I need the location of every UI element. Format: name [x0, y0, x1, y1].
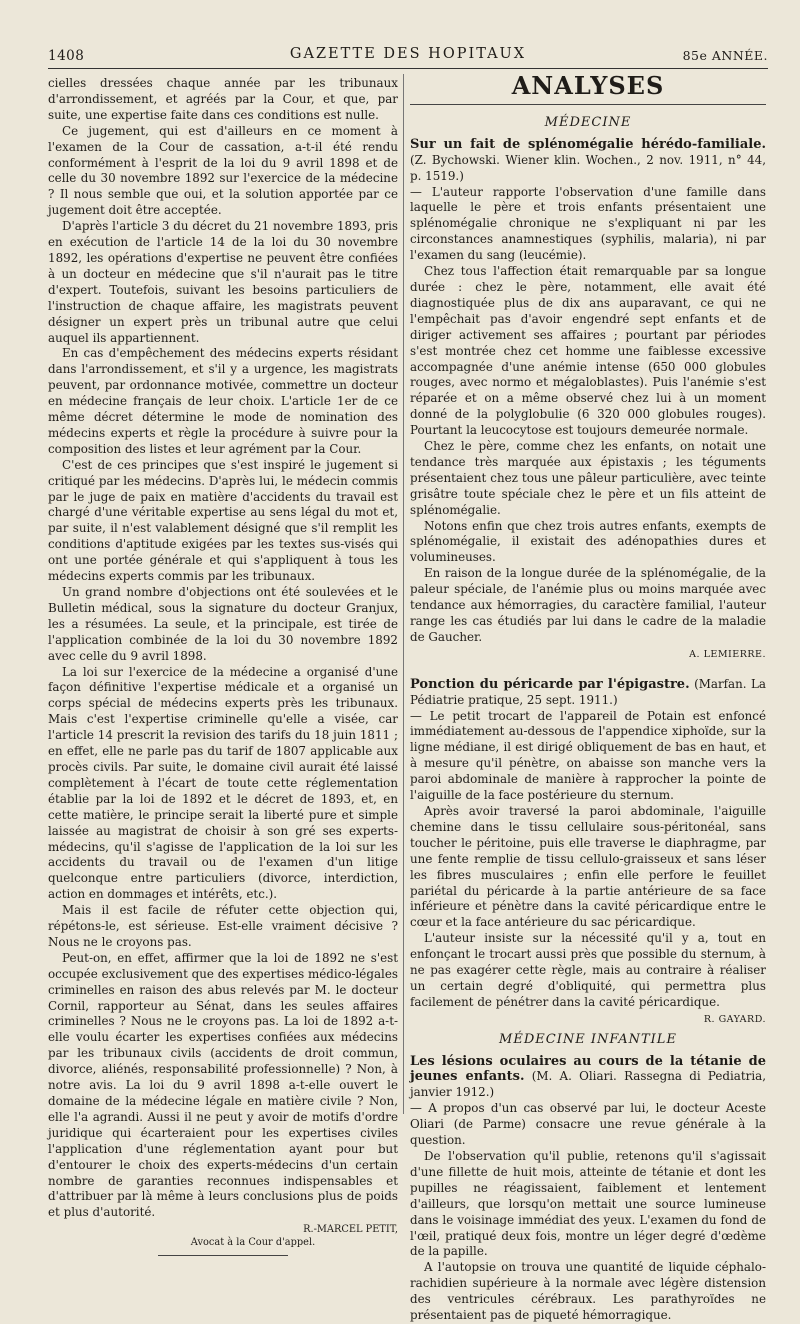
article-signature: R. GAYARD. — [703, 1013, 766, 1025]
paragraph: A l'autopsie on trouva une quantité de liquide céphalo-rachidien supérieure à la normale avec légère distension des ventricules cérébraux. Les parathyroïdes ne présentaient pas de piqueté hémorragique. — [410, 1260, 766, 1323]
author-role: Avocat à la Cour d'appel. — [190, 1236, 316, 1248]
paragraph: Après avoir traversé la paroi abdominale, l'aiguille chemine dans le tissu cellulaire sous-péritonéal, sans toucher le péritoine, puis elle traverse le diaphragme, par une fente remplie de tissu cellulo-graisseux et sans léser les fibres musculaires ; enfin elle perfore le feuillet pariétal du péricarde à la partie antérieure de sa face inférieure et pénètre dans la cavité péricardique entre le cœur et la face antérieure du sac péricardique. — [410, 803, 766, 930]
paragraph: L'auteur insiste sur la nécessité qu'il y a, tout en enfonçant le trocart aussi près que possible du sternum, à ne pas exagérer cette règle, mais au contraire à réaliser un certain degré d'obliquité, qui permettra plus facilement de pénétrer dans la cavité péricardique. — [410, 931, 766, 1009]
paragraph: D'après l'article 3 du décret du 21 novembre 1893, pris en exécution de l'article 14 de la loi du 30 novembre 1892, les opérations d'expertise ne peuvent être confiées à un docteur en médecine que s'il n'aurait pas le titre d'expert. Toutefois, suivant les besoins particuliers de l'instruction de chaque affaire, les magistrats peuvent désigner un expert près un tribunal autre que celui auquel ils appartiennent. — [48, 219, 398, 345]
paragraph: — A propos d'un cas observé par lui, le docteur Aceste Oliari (de Parme) consacre une revue générale à la question. — [410, 1101, 766, 1148]
subsection-title: MÉDECINE INFANTILE — [499, 1031, 677, 1047]
spacer — [410, 663, 766, 677]
article-heading — [410, 137, 766, 185]
article-citation: (Z. Bychowski. Wiener klin. Wochen., 2 nov. 1911, n° 44, p. 1519.) — [410, 152, 766, 183]
article-heading — [410, 677, 766, 709]
paragraph: Chez le père, comme chez les enfants, on notait une tendance très marquée aux épistaxis ; les téguments présentaient chez tous une pâleur particulière, avec teinte grisâtre toute spéciale chez le père et un fils atteint de splénomégalie. — [410, 439, 766, 517]
article-heading — [410, 1054, 766, 1102]
article-title: Ponction du péricarde par l'épigastre. — [410, 676, 690, 692]
year-label: 85e ANNÉE. — [682, 48, 768, 63]
paragraph: En cas d'empêchement des médecins experts résidant dans l'arrondissement, et s'il y a urgence, les magistrats peuvent, par ordonnance motivée, commettre un docteur en médecine français de leur choix. L'article 1er de ce même décret détermine le mode de nomination des médecins experts et règle la procédure à suivre pour la composition des listes et leur agrément par la Cour. — [48, 346, 398, 456]
subsection-title: MÉDECINE — [544, 114, 632, 130]
paragraph: Peut-on, en effet, affirmer que la loi de 1892 ne s'est occupée exclusivement que des expertises médico-légales criminelles en raison des abus relevés par M. le docteur Cornil, rapporteur au Sénat, dans les seules affaires criminelles ? Nous ne le croyons pas. La loi de 1892 a-t-elle voulu écarter les expertises confiées aux médecins par les tribunaux civils (accidents de droit commun, divorce, aliénés, responsabilité professionnelle) ? Non, à notre avis. La loi du 9 avril 1898 a-t-elle ouvert le domaine de la médecine légale en matière civile ? Non, elle l'a agrandi. Aussi il ne peut y avoir de motifs d'ordre juridique qui écarteraient pour les expertises civiles l'application d'une réglementation ayant pour but d'entourer le choix des experts-médecins d'un certain nombre de garanties reconnues indispensables et d'attribuer par là même à leurs conclusions plus de poids et plus d'autorité. — [48, 950, 398, 1220]
paragraph: Chez tous l'affection était remarquable par sa longue durée : chez le père, notamment, elle avait été diagnostiquée plus de dix ans auparavant, ce qui ne l'empêchait pas d'avoir engendré sept enfants et de diriger activement ses affaires ; pourtant par périodes s'est montrée chez cet homme une faiblesse excessive accompagnée d'une anémie intense (650 000 globules rouges, avec normo et mégaloblastes). Puis l'anémie s'est réparée et on a même observé chez lui à un moment donné de la polyglobulie (6 320 000 globules rouges). Pourtant la leucocytose est toujours demeurée normale. — [410, 264, 766, 438]
article-signature: A. LEMIERRE. — [689, 648, 766, 660]
paragraph: C'est de ces principes que s'est inspiré le jugement si critiqué par les médecins. D'après lui, le médecin commis par le juge de paix en matière d'accidents du travail est chargé d'une véritable expertise au sens légal du mot et, par suite, il n'est valablement désigné que s'il remplit les conditions d'aptitude exigées par les textes sus-visés qui ont une portée générale et qui s'appliquent à tous les médecins experts commis par les tribunaux. — [48, 457, 398, 584]
journal-title: GAZETTE DES HOPITAUX — [289, 46, 527, 62]
left-column — [48, 76, 398, 1260]
paragraph: Un grand nombre d'objections ont été soulevées et le Bulletin médical, sous la signature du docteur Granjux, les a résumées. La seule, et la principale, est tirée de l'application combinée de la loi du 30 novembre 1892 avec celle du 9 avril 1898. — [48, 585, 398, 663]
paragraph: Ce jugement, qui est d'ailleurs en ce moment à l'examen de la Cour de cassation, a-t-il été rendu conformément à l'esprit de la loi du 9 avril 1898 et de celle du 30 novembre 1892 sur l'exercice de la médecine ? Il nous semble que oui, et la solution apportée par ce jugement doit être acceptée. — [48, 123, 398, 218]
article-title: Sur un fait de splénomégalie hérédo-familiale. — [410, 136, 766, 152]
page-number: 1408 — [48, 48, 85, 64]
paragraph: — Le petit trocart de l'appareil de Potain est enfoncé immédiatement au-dessous de l'appendice xiphoïde, sur la ligne médiane, il est dirigé obliquement de bas en haut, et à mesure qu'il pénètre, on abaisse son manche vers la paroi abdominale de manière à rapprocher la pointe de l'aiguille de la face postérieure du sternum. — [410, 708, 766, 803]
article-citation: (M. A. Oliari. Rassegna di Pediatria, janvier 1912.) — [410, 1069, 766, 1100]
paragraph: Mais il est facile de réfuter cette objection qui, répétons-le, est sérieuse. Est-elle vraiment décisive ? Nous ne le croyons pas. — [48, 903, 398, 949]
section-title: ANALYSES — [410, 78, 766, 105]
end-rule — [158, 1255, 288, 1260]
column-divider — [403, 74, 404, 1114]
author-signature: R.-MARCEL PETIT, — [303, 1224, 398, 1236]
paragraph: cielles dressées chaque année par les tribunaux d'arrondissement, et agréés par la Cour, et que, par suite, une expertise faite dans ces conditions est nulle. — [48, 76, 398, 122]
article-title: Les lésions oculaires au cours de la tétanie de jeunes enfants. — [410, 1053, 766, 1085]
paragraph: En raison de la longue durée de la splénomégalie, de la paleur spéciale, de l'anémie plus ou moins marquée avec tendance aux hémorragies, du caractère familial, l'auteur range les cas étudiés par lui dans le cadre de la maladie de Gaucher. — [410, 566, 766, 644]
paragraph: Notons enfin que chez trois autres enfants, exempts de splénomégalie, il existait des adénopathies dures et volumineuses. — [410, 518, 766, 565]
article-citation: (Marfan. La Pédiatrie pratique, 25 sept. 1911.) — [410, 676, 767, 707]
page-header — [48, 46, 768, 66]
paragraph: — L'auteur rapporte l'observation d'une famille dans laquelle le père et trois enfants présentaient une splénomégalie chronique ne s'expliquant ni par les circonstances anamnestiques (syphilis, malaria), ni par l'examen du sang (leucémie). — [410, 184, 766, 263]
paragraph: De l'observation qu'il publie, retenons qu'il s'agissait d'une fillette de huit mois, atteinte de tétanie et dont les pupilles ne réagissaient, faiblement et lentement d'ailleurs, que lorsqu'on mettait une source lumineuse dans le voisinage immédiat des yeux. L'examen du fond de l'œil, pratiqué deux fois, montre un léger degré d'œdème de la papille. — [410, 1149, 766, 1259]
header-rule — [48, 68, 768, 69]
right-column — [410, 71, 767, 1324]
paragraph: La loi sur l'exercice de la médecine a organisé d'une façon définitive l'expertise médicale et a organisé un corps spécial de médecins experts près les tribunaux. Mais c'est l'expertise criminelle qu'elle a visée, car l'article 14 prescrit la revision des tarifs du 18 juin 1811 ; en effet, elle ne parle pas du tarif de 1807 applicable aux procès civils. Par suite, le domaine civil aurait été laissé complètement à l'écart de toute cette réglementation établie par la loi de 1892 et le décret de 1893, et, en cette matière, le principe serait la liberté pure et simple laissée au magistrat de choisir à son gré ses experts-médecins, qu'il s'agisse de l'application de la loi sur les accidents du travail ou de l'examen d'un litige quelconque entre particuliers (divorce, interdiction, action en dommages et intérêts, etc.). — [48, 664, 398, 902]
